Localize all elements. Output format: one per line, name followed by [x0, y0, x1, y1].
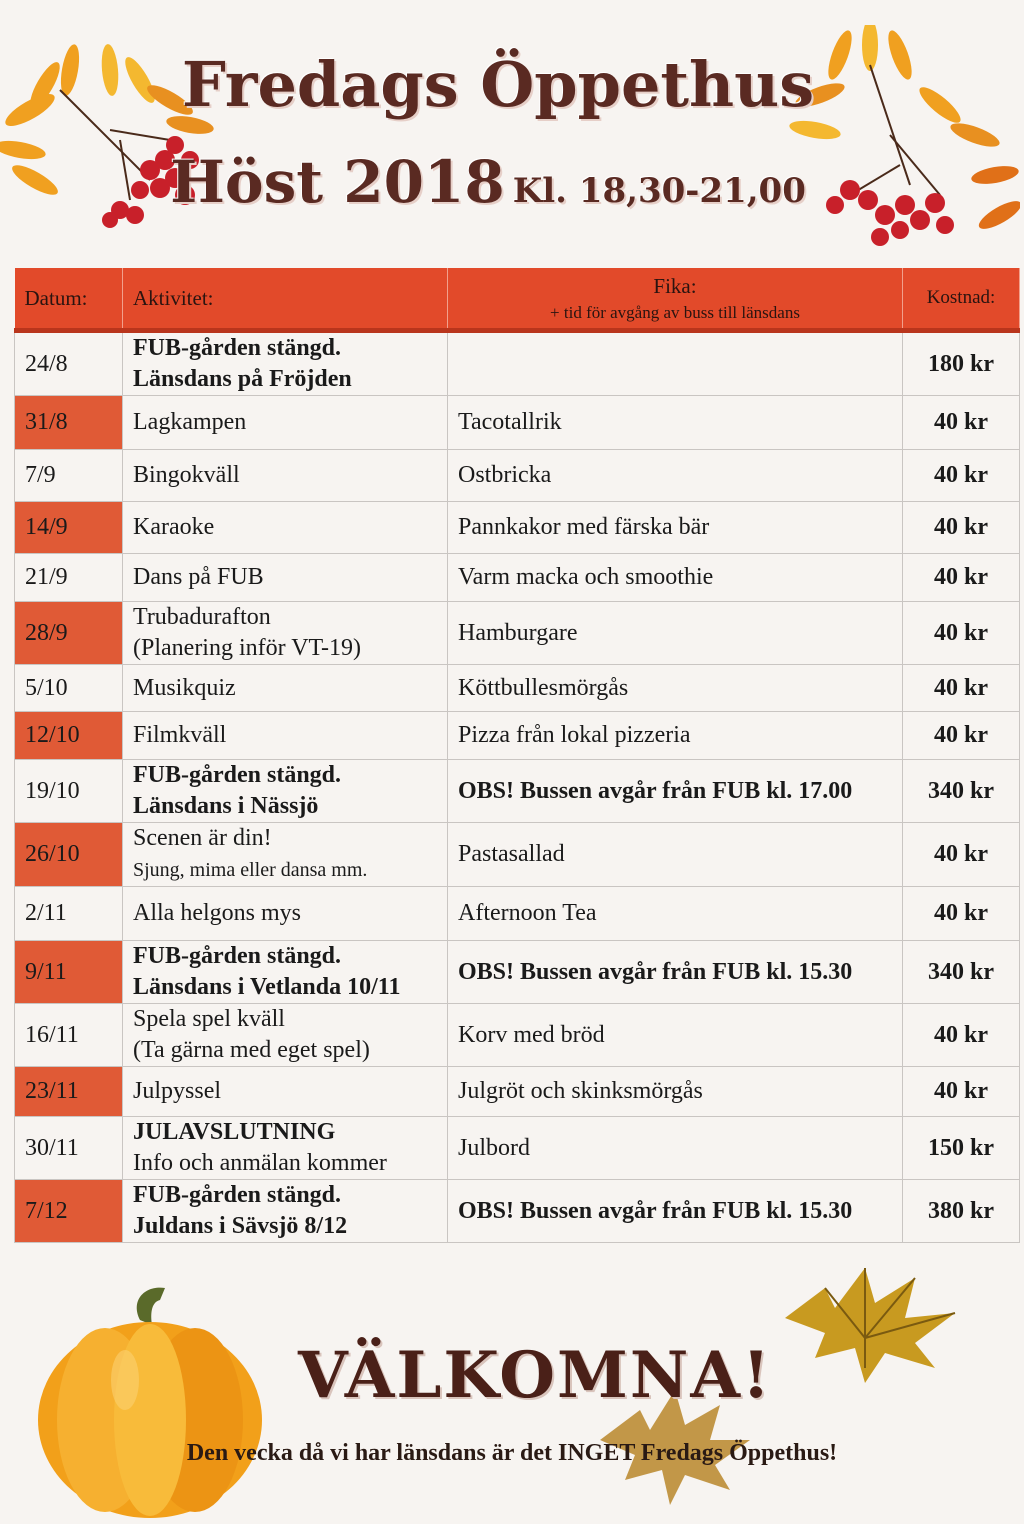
row-activity: Julpyssel: [123, 1067, 448, 1117]
row-cost: 40 kr: [903, 823, 1020, 887]
row-date: 21/9: [15, 554, 123, 602]
row-fika: Tacotallrik: [448, 396, 903, 450]
row-cost: 40 kr: [903, 554, 1020, 602]
row-activity: Karaoke: [123, 502, 448, 554]
table-row: [15, 887, 1020, 941]
table-row: [15, 554, 1020, 602]
row-fika: Köttbullesmörgås: [448, 665, 903, 712]
row-date: 24/8: [15, 331, 123, 396]
row-cost: 40 kr: [903, 712, 1020, 760]
poster-subtitle-line: [0, 148, 1000, 216]
row-date: 19/10: [15, 760, 123, 823]
row-fika: Julbord: [448, 1117, 903, 1180]
row-activity: [123, 941, 448, 1004]
activity-line-1: FUB-gården stängd.: [133, 762, 342, 788]
activity-line-2: Länsdans i Nässjö: [133, 793, 319, 819]
row-activity: [123, 602, 448, 665]
table-row: [15, 450, 1020, 502]
row-cost: 380 kr: [903, 1180, 1020, 1243]
row-fika: Ostbricka: [448, 450, 903, 502]
row-date: 7/12: [15, 1180, 123, 1243]
row-fika: OBS! Bussen avgår från FUB kl. 15.30: [448, 941, 903, 1004]
row-cost: 340 kr: [903, 941, 1020, 1004]
row-cost: 40 kr: [903, 887, 1020, 941]
header-cost: Kostnad:: [903, 268, 1020, 331]
row-fika: [448, 331, 903, 396]
row-date: 2/11: [15, 887, 123, 941]
activity-line-2: Info och anmälan kommer: [133, 1150, 387, 1176]
row-activity: [123, 1004, 448, 1067]
row-activity: Filmkväll: [123, 712, 448, 760]
activity-line-1: FUB-gården stängd.: [133, 943, 342, 969]
activity-line-2: Sjung, mima eller dansa mm.: [133, 859, 368, 881]
row-activity: Bingokväll: [123, 450, 448, 502]
row-date: 9/11: [15, 941, 123, 1004]
row-date: 16/11: [15, 1004, 123, 1067]
table-row: [15, 331, 1020, 396]
activity-line-2: (Planering inför VT-19): [133, 635, 361, 661]
table-row: [15, 1004, 1020, 1067]
table-row: [15, 760, 1020, 823]
header-date: Datum:: [15, 268, 123, 331]
row-cost: 340 kr: [903, 760, 1020, 823]
header-fika: [448, 268, 903, 331]
row-date: 5/10: [15, 665, 123, 712]
row-fika: Korv med bröd: [448, 1004, 903, 1067]
row-activity: Lagkampen: [123, 396, 448, 450]
header-fika-sub: + tid för avgång av buss till länsdans: [550, 302, 800, 322]
table-row: [15, 823, 1020, 887]
activity-line-2: Juldans i Sävsjö 8/12: [133, 1213, 348, 1239]
row-date: 31/8: [15, 396, 123, 450]
row-fika: Hamburgare: [448, 602, 903, 665]
activity-line-1: JULAVSLUTNING: [133, 1119, 336, 1145]
row-fika: Varm macka och smoothie: [448, 554, 903, 602]
activity-line-1: Trubadurafton: [133, 604, 271, 630]
row-activity: Alla helgons mys: [123, 887, 448, 941]
activity-line-2: (Ta gärna med eget spel): [133, 1037, 370, 1063]
season-title: Höst 2018: [170, 148, 505, 216]
maple-leaf-illustration: [765, 1258, 985, 1388]
activity-line-2: Länsdans i Vetlanda 10/11: [133, 974, 401, 1000]
table-row: [15, 502, 1020, 554]
schedule-table: [14, 268, 1020, 1243]
activity-line-1: FUB-gården stängd.: [133, 1182, 342, 1208]
row-fika: Pizza från lokal pizzeria: [448, 712, 903, 760]
row-activity: [123, 331, 448, 396]
row-activity: [123, 1117, 448, 1180]
table-header-row: [15, 268, 1020, 331]
table-row: [15, 665, 1020, 712]
activity-line-1: Spela spel kväll: [133, 1006, 285, 1032]
row-date: 12/10: [15, 712, 123, 760]
row-activity: Musikquiz: [123, 665, 448, 712]
row-activity: [123, 823, 448, 887]
row-date: 26/10: [15, 823, 123, 887]
activity-line-2: Länsdans på Fröjden: [133, 366, 352, 392]
activity-line-1: Scenen är din!: [133, 825, 272, 851]
row-cost: 40 kr: [903, 1067, 1020, 1117]
row-fika: Pastasallad: [448, 823, 903, 887]
pumpkin-illustration: [30, 1280, 270, 1524]
footer-note: Den vecka då vi har länsdans är det INGET Fredags Öppethus!: [186, 1440, 838, 1466]
row-activity: [123, 1180, 448, 1243]
row-cost: 150 kr: [903, 1117, 1020, 1180]
header-activity: Aktivitet:: [123, 268, 448, 331]
row-fika: Pannkakor med färska bär: [448, 502, 903, 554]
row-cost: 40 kr: [903, 665, 1020, 712]
row-date: 23/11: [15, 1067, 123, 1117]
row-cost: 40 kr: [903, 396, 1020, 450]
table-row: [15, 1067, 1020, 1117]
table-row: [15, 712, 1020, 760]
row-fika: OBS! Bussen avgår från FUB kl. 15.30: [448, 1180, 903, 1243]
poster-title: Fredags Öppethus: [181, 48, 815, 121]
row-fika: Afternoon Tea: [448, 887, 903, 941]
row-date: 14/9: [15, 502, 123, 554]
table-row: [15, 941, 1020, 1004]
row-cost: 40 kr: [903, 602, 1020, 665]
row-date: 28/9: [15, 602, 123, 665]
row-cost: 40 kr: [903, 1004, 1020, 1067]
row-fika: Julgröt och skinksmörgås: [448, 1067, 903, 1117]
row-fika: OBS! Bussen avgår från FUB kl. 17.00: [448, 760, 903, 823]
row-activity: Dans på FUB: [123, 554, 448, 602]
welcome-heading: VÄLKOMNA!: [298, 1338, 773, 1413]
table-row: [15, 1180, 1020, 1243]
row-cost: 40 kr: [903, 450, 1020, 502]
opening-hours: Kl. 18,30-21,00: [512, 171, 806, 211]
row-activity: [123, 760, 448, 823]
row-cost: 40 kr: [903, 502, 1020, 554]
table-row: [15, 1117, 1020, 1180]
row-date: 30/11: [15, 1117, 123, 1180]
header-fika-label: Fika:: [653, 273, 697, 298]
table-row: [15, 602, 1020, 665]
table-row: [15, 396, 1020, 450]
activity-line-1: FUB-gården stängd.: [133, 335, 342, 361]
row-cost: 180 kr: [903, 331, 1020, 396]
row-date: 7/9: [15, 450, 123, 502]
